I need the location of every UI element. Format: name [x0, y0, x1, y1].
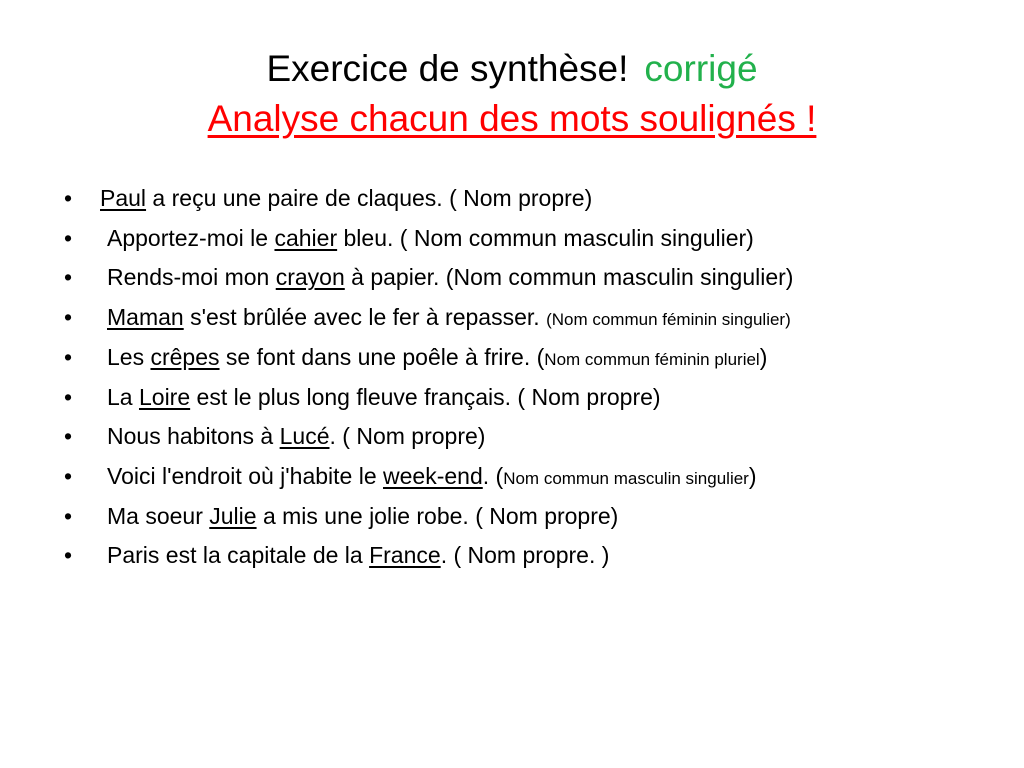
item-text-after: a reçu une paire de claques. ( Nom propre) [146, 185, 593, 211]
list-item [64, 339, 1004, 379]
list-item [64, 498, 1004, 538]
bullet-dot: • [64, 264, 73, 291]
underlined-word: Paul [100, 185, 147, 211]
item-text-before: Apportez-moi le [107, 224, 275, 251]
underlined-word: crêpes [150, 343, 220, 370]
item-close-paren: ) [759, 343, 768, 370]
title-block [0, 44, 1024, 144]
underlined-word: Maman [107, 304, 184, 331]
item-text-before: Les [107, 343, 151, 370]
list-item [64, 379, 1004, 419]
list-item [64, 220, 1004, 260]
item-text-before: Rends-moi mon [107, 264, 276, 291]
title-line [0, 44, 1024, 94]
item-small-text: Nom commun féminin pluriel [544, 349, 760, 369]
list-item [64, 299, 1004, 339]
bullet-dot: • [64, 383, 73, 410]
item-text-after: . ( Nom propre) [329, 423, 486, 450]
underlined-word: crayon [275, 264, 345, 291]
item-text-before: Voici l'endroit où j'habite le [107, 462, 384, 489]
list-item [64, 418, 1004, 458]
exercise-list [64, 180, 1004, 577]
item-text-before: Nous habitons à [107, 423, 280, 450]
item-text-after: bleu. ( Nom commun masculin singulier) [337, 224, 754, 251]
item-text-after: est le plus long fleuve français. ( Nom propre) [190, 383, 661, 410]
item-text-after: se font dans une poêle à frire. ( [219, 343, 545, 370]
page-subtitle: Analyse chacun des mots soulignés ! [207, 98, 817, 139]
list-item [64, 458, 1004, 498]
underlined-word: week-end [383, 462, 483, 489]
item-small-text: Nom commun masculin singulier [503, 468, 749, 488]
bullet-dot: • [64, 462, 73, 489]
item-text-after: . ( [482, 462, 504, 489]
underlined-word: Loire [138, 383, 191, 410]
item-text-before: Ma soeur [107, 502, 210, 529]
underlined-word: cahier [274, 224, 338, 251]
title-corrected-label: corrigé [644, 48, 758, 89]
item-text-before: La [107, 383, 139, 410]
underlined-word: Julie [209, 502, 257, 529]
bullet-dot: • [64, 304, 73, 331]
bullet-dot: • [64, 502, 73, 529]
bullet-dot: • [64, 224, 73, 251]
underlined-word: France [369, 542, 441, 569]
item-text-before: Paris est la capitale de la [107, 542, 370, 569]
item-text-after: à papier. (Nom commun masculin singulier) [344, 264, 794, 291]
list-item [64, 180, 1004, 220]
item-close-paren: ) [748, 462, 757, 489]
bullet-dot: • [64, 185, 73, 211]
bullet-dot: • [64, 542, 73, 569]
bullet-dot: • [64, 343, 73, 370]
page-title: Exercice de synthèse! [266, 48, 629, 89]
list-item [64, 537, 1004, 577]
list-item [64, 259, 1004, 299]
item-text-after: . ( Nom propre. ) [440, 542, 610, 569]
item-text-after: a mis une jolie robe. ( Nom propre) [256, 502, 619, 529]
underlined-word: Lucé [279, 423, 330, 450]
item-text-after: s'est brûlée avec le fer à repasser. [183, 304, 547, 331]
bullet-dot: • [64, 423, 73, 450]
item-small-text: (Nom commun féminin singulier) [546, 310, 791, 330]
